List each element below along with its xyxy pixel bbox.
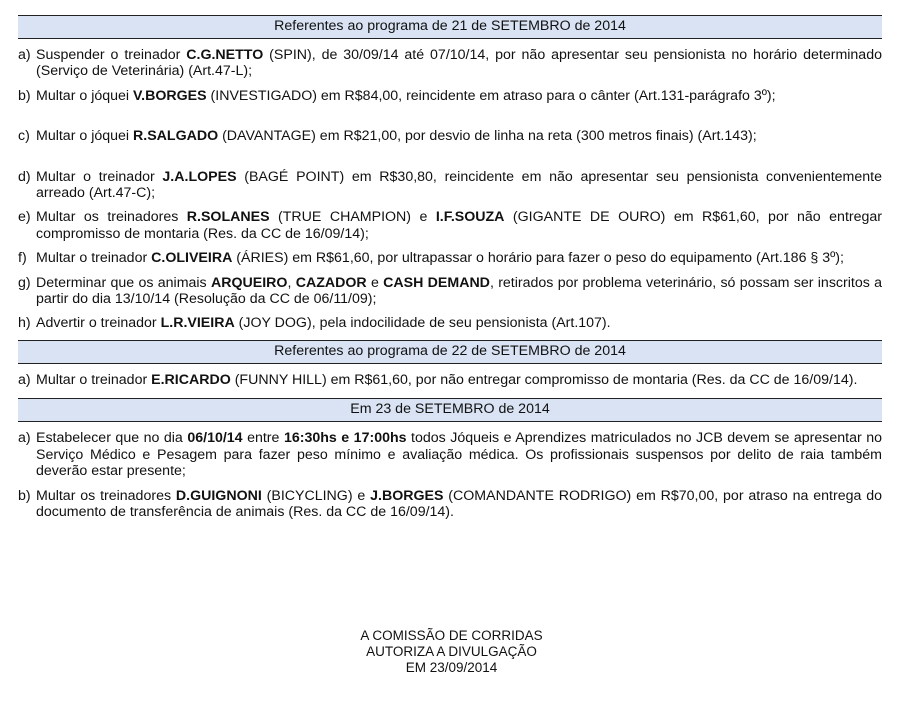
text-run: (COMANDANTE RODRIGO) em R$70,00, por atraso na entrega do documento de transferência de animais (Res. da CC de 16/09/14). <box>36 487 882 520</box>
text-run: (JOY DOG), pela indocilidade de seu pensionista (Art.107). <box>234 315 611 332</box>
authorization-footer <box>0 628 903 676</box>
text-run: (DAVANTAGE) em R$21,00, por desvio de linha na reta (300 metros finais) (Art.143); <box>218 128 757 145</box>
text-run: todos Jóqueis e Aprendizes matriculados no JCB devem se apresentar no Serviço Médico e Pesagem para fazer peso mínimo e avaliação médica. Os profissionais suspensos por delito de raia também deverão estar presente; <box>36 430 882 480</box>
text-run: (TRUE CHAMPION) e <box>269 209 436 226</box>
section-21-setembro <box>18 15 882 332</box>
bold-name: C.OLIVEIRA <box>151 250 233 267</box>
item-text <box>36 430 882 479</box>
bold-name: 06/10/14 <box>187 430 243 447</box>
item-list <box>18 47 882 332</box>
item-text <box>36 315 882 331</box>
text-run: Estabelecer que no dia <box>36 430 188 447</box>
footer-line: A COMISSÃO DE CORRIDAS <box>360 628 543 643</box>
item-letter: h) <box>18 315 31 332</box>
text-run: Multar o jóquei <box>36 128 133 145</box>
item-list <box>18 430 882 520</box>
bold-name: D.GUIGNONI <box>175 487 262 504</box>
text-run: Multar o treinador <box>36 168 163 185</box>
list-item <box>18 430 882 479</box>
text-run: (FUNNY HILL) em R$61,60, por não entregar compromisso de montaria (Res. da CC de 16/09/14). <box>230 371 858 388</box>
bold-name: R.SALGADO <box>133 128 219 145</box>
item-list <box>18 372 882 388</box>
bold-name: ARQUEIRO <box>210 274 288 291</box>
item-text <box>36 488 882 521</box>
item-letter: f) <box>18 250 27 267</box>
bold-name: E.RICARDO <box>151 371 231 388</box>
item-text <box>36 209 882 242</box>
bold-name: L.R.VIEIRA <box>160 315 235 332</box>
item-letter: b) <box>18 487 31 504</box>
text-run: (SPIN), de 30/09/14 até 07/10/14, por não apresentar seu pensionista no horário determinado (Serviço de Veterinária) (Art.47-L); <box>36 47 882 80</box>
text-run: (ÁRIES) em R$61,60, por ultrapassar o horário para fazer o peso do equipamento (Art.186 § 3º); <box>232 250 844 267</box>
text-run: , retirados por problema veterinário, só possam ser inscritos a partir do dia 13/10/14 (Resolução da CC de 06/11/09); <box>36 274 883 308</box>
text-run: e <box>366 274 384 291</box>
section-header: Referentes ao programa de 21 de SETEMBRO de 2014 <box>18 15 882 39</box>
bold-name: CASH DEMAND <box>383 274 490 291</box>
text-run: Determinar que os animais <box>36 274 211 291</box>
item-letter: a) <box>18 430 31 447</box>
footer-line: EM 23/09/2014 <box>405 660 498 675</box>
item-text <box>36 372 882 388</box>
item-text <box>36 250 882 266</box>
bold-name: CAZADOR <box>295 274 367 291</box>
document-body <box>18 15 882 520</box>
section-header: Referentes ao programa de 22 de SETEMBRO de 2014 <box>18 340 882 364</box>
text-run: (BAGÉ POINT) em R$30,80, reincidente em não apresentar seu pensionista convenientemente arreado (Art.47-C); <box>36 168 882 202</box>
item-letter: d) <box>18 168 31 185</box>
list-item <box>18 315 882 331</box>
bold-name: I.F.SOUZA <box>435 209 505 226</box>
item-letter: a) <box>18 47 31 63</box>
section-header: Em 23 de SETEMBRO de 2014 <box>18 398 882 422</box>
item-letter: b) <box>18 87 31 104</box>
text-run: Multar os treinadores <box>36 209 187 226</box>
text-run: , <box>287 274 296 291</box>
item-letter: a) <box>18 371 31 388</box>
text-run: Advertir o treinador <box>36 315 161 332</box>
item-letter: g) <box>18 274 31 291</box>
bold-name: J.A.LOPES <box>162 168 237 185</box>
text-run: entre <box>242 430 284 447</box>
bold-name: R.SOLANES <box>186 209 270 226</box>
text-run: Multar o treinador <box>36 371 152 388</box>
text-run: Suspender o treinador <box>36 47 187 63</box>
list-item <box>18 209 882 242</box>
item-text <box>36 275 882 308</box>
item-letter: e) <box>18 209 31 226</box>
item-letter: c) <box>18 128 30 145</box>
item-text <box>36 47 882 80</box>
bold-name: J.BORGES <box>370 487 444 504</box>
list-item <box>18 372 882 388</box>
item-text <box>36 169 882 202</box>
list-item <box>18 169 882 202</box>
list-item <box>18 488 882 521</box>
item-text <box>36 88 882 104</box>
bold-name: V.BORGES <box>133 87 207 104</box>
list-item <box>18 88 882 104</box>
text-run: Multar o treinador <box>36 250 152 267</box>
section-22-setembro <box>18 340 882 388</box>
text-run: (BICYCLING) e <box>261 487 371 504</box>
item-text <box>36 128 882 144</box>
text-run: Multar os treinadores <box>36 487 176 504</box>
list-item <box>18 128 882 144</box>
bold-name: 16:30hs e 17:00hs <box>283 430 407 447</box>
list-item <box>18 47 882 80</box>
bold-name: C.G.NETTO <box>186 47 264 63</box>
text-run: (GIGANTE DE OURO) em R$61,60, por não entregar compromisso de montaria (Res. da CC de 16/09/14); <box>36 209 883 242</box>
list-item <box>18 250 882 266</box>
section-23-setembro <box>18 398 882 520</box>
list-item <box>18 275 882 308</box>
text-run: Multar o jóquei <box>36 87 133 104</box>
footer-line: AUTORIZA A DIVULGAÇÃO <box>366 644 537 659</box>
text-run: (INVESTIGADO) em R$84,00, reincidente em atraso para o cânter (Art.131-parágrafo 3º); <box>206 87 776 104</box>
